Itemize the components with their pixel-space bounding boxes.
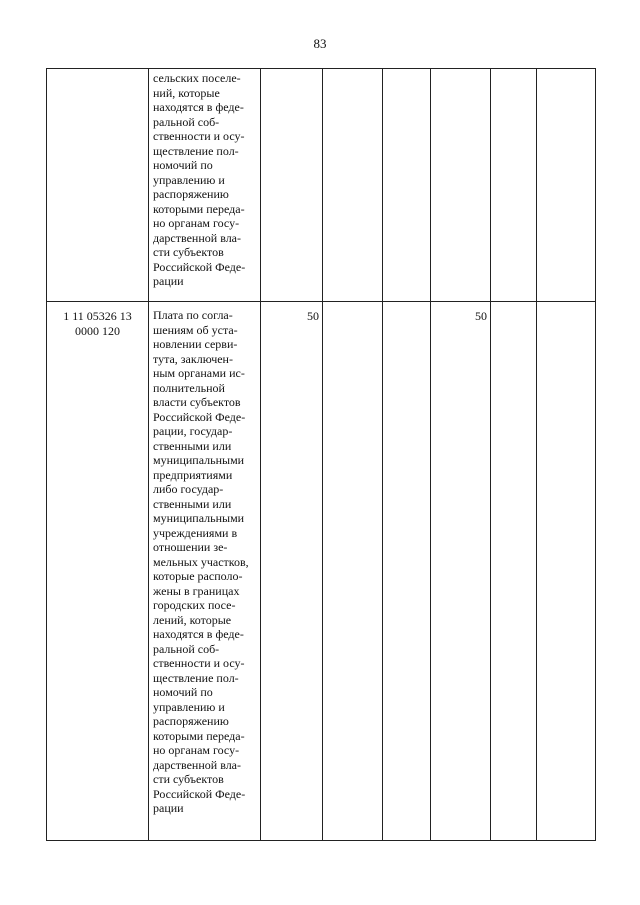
table-row bbox=[47, 69, 596, 302]
value-cell bbox=[491, 302, 537, 841]
value-cell bbox=[537, 302, 596, 841]
value-cell bbox=[323, 69, 383, 302]
value-cell: 50 bbox=[261, 302, 323, 841]
value-cell bbox=[431, 69, 491, 302]
value-cell: 50 bbox=[431, 302, 491, 841]
budget-table bbox=[46, 68, 596, 841]
description-cell: сельских поселе- ний, которые находятся в феде- ральной соб- ственности и осу- ществление пол- номочий по управлению и распоряжению которыми переда- но органам госу- дарственной вла- сти субъектов Российской Феде- рации bbox=[149, 69, 261, 302]
value-cell bbox=[537, 69, 596, 302]
revenue-code-cell: 1 11 05326 13 0000 120 bbox=[47, 302, 149, 841]
table-row bbox=[47, 302, 596, 841]
value-cell bbox=[491, 69, 537, 302]
revenue-code-cell bbox=[47, 69, 149, 302]
value-cell bbox=[383, 69, 431, 302]
value-cell bbox=[261, 69, 323, 302]
value-cell bbox=[383, 302, 431, 841]
value-cell bbox=[323, 302, 383, 841]
page-number: 83 bbox=[313, 36, 327, 51]
description-cell: Плата по согла- шениям об уста- новлении серви- тута, заключен- ным органами ис- полнительной власти субъектов Российской Феде- рации, государ- ственными или муниципальными предприятиями либо государ- ственными или муниципальными учреждениями в отношении зе- мельных участков, которые располо- жены в границах городских посе- лений, которые находятся в феде- ральной соб- ственности и осу- ществление пол- номочий по управлению и распоряжению которыми переда- но органам госу- дарственной вла- сти субъектов Российской Феде- рации bbox=[149, 302, 261, 841]
